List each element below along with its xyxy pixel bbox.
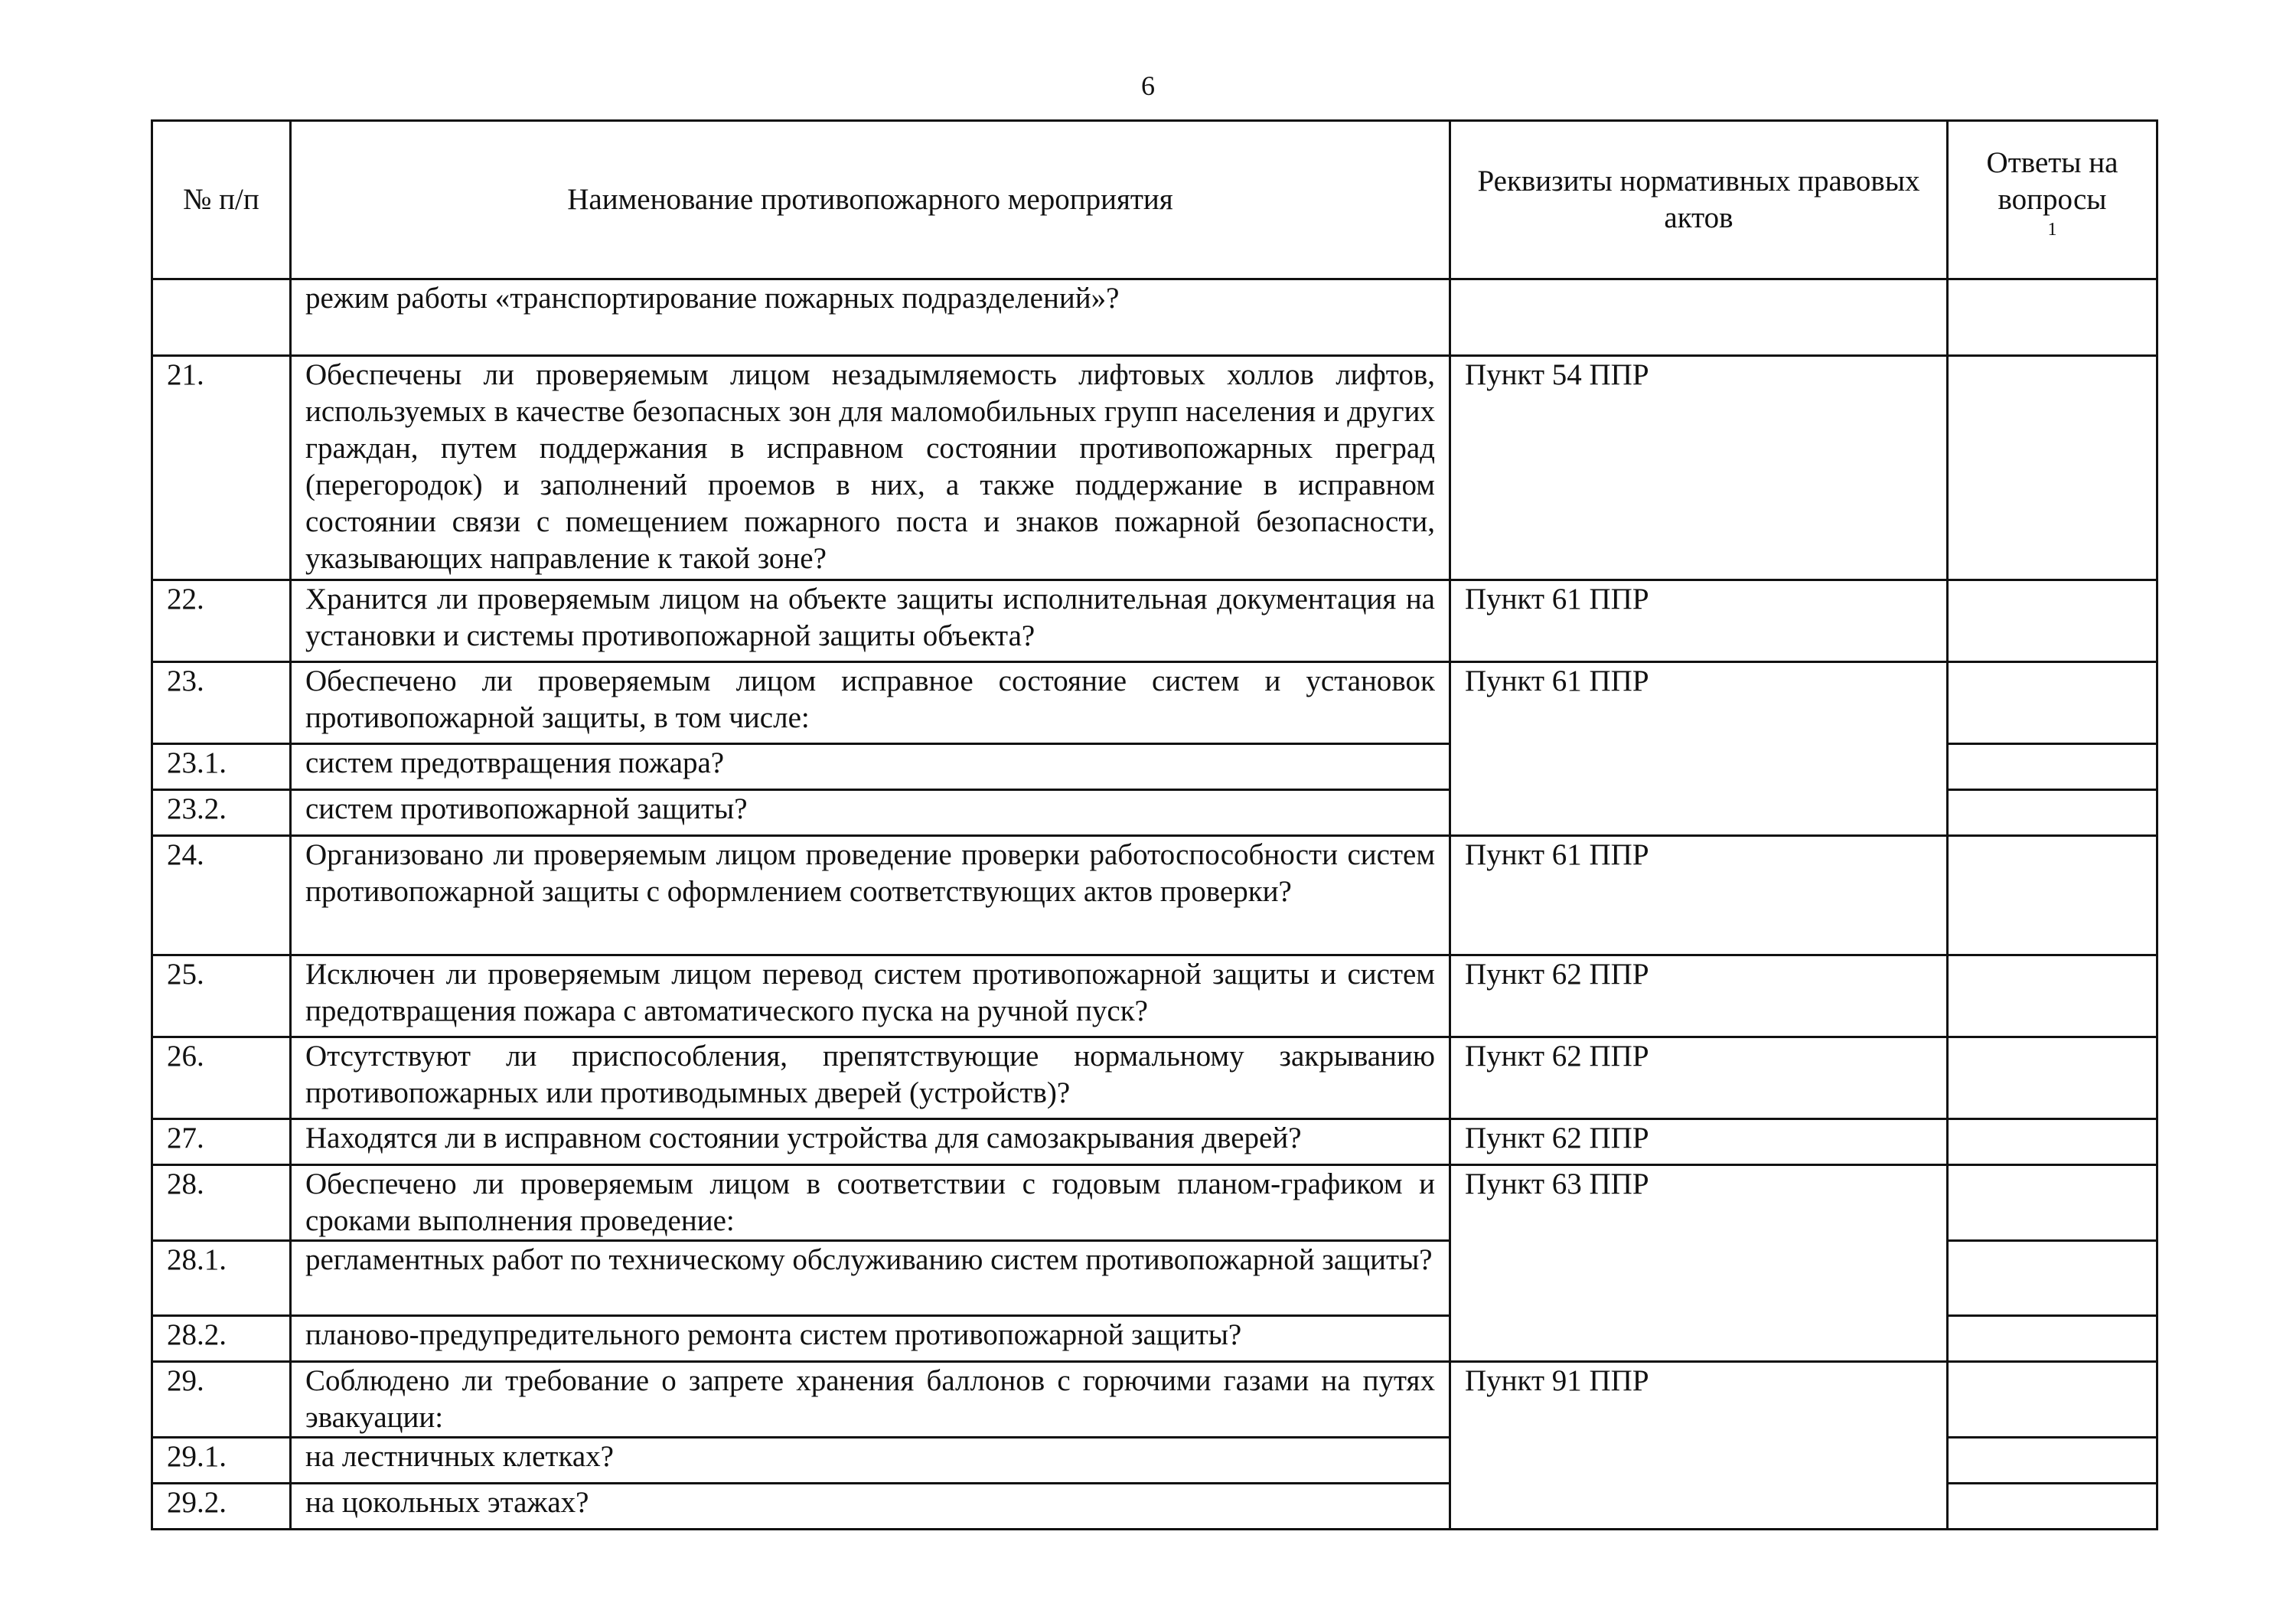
row-answer-cell[interactable]: [1948, 744, 2157, 790]
row-question: регламентных работ по техническому обслуживанию систем противопожарной защиты?: [291, 1241, 1450, 1316]
row-question: планово-предупредительного ремонта систем противопожарной защиты?: [291, 1316, 1450, 1362]
row-number: 24.: [152, 836, 291, 955]
row-number: 28.: [152, 1165, 291, 1241]
row-answer-cell[interactable]: [1948, 356, 2157, 580]
row-question: режим работы «транспортирование пожарных подразделений»?: [291, 279, 1450, 356]
row-question: Хранится ли проверяемым лицом на объекте защиты исполнительная документация на установки и системы противопожарной защиты объекта?: [291, 580, 1450, 662]
row-reference: Пункт 62 ППР: [1450, 1119, 1948, 1165]
row-number: 28.1.: [152, 1241, 291, 1316]
row-question: на лестничных клетках?: [291, 1438, 1450, 1484]
row-question: Соблюдено ли требование о запрете хранения баллонов с горючими газами на путях эвакуации:: [291, 1362, 1450, 1438]
header-refs: Реквизиты нормативных правовых актов: [1450, 121, 1948, 279]
row-question: Исключен ли проверяемым лицом перевод систем противопожарной защиты и систем предотвращения пожара с автоматического пуска на ручной пуск?: [291, 955, 1450, 1037]
row-reference: Пункт 61 ППР: [1450, 836, 1948, 955]
checklist-table: [151, 119, 2158, 1530]
row-answer-cell[interactable]: [1948, 662, 2157, 744]
row-answer-cell[interactable]: [1948, 279, 2157, 356]
table-header-row: [152, 121, 2157, 279]
row-number: 26.: [152, 1037, 291, 1119]
row-reference: Пункт 63 ППР: [1450, 1165, 1948, 1362]
row-question: Обеспечено ли проверяемым лицом исправное состояние систем и установок противопожарной защиты, в том числе:: [291, 662, 1450, 744]
row-number: 23.2.: [152, 790, 291, 836]
table-row: [152, 1037, 2157, 1119]
row-number: 23.1.: [152, 744, 291, 790]
row-answer-cell[interactable]: [1948, 1241, 2157, 1316]
row-number: 22.: [152, 580, 291, 662]
row-question: Находятся ли в исправном состоянии устройства для самозакрывания дверей?: [291, 1119, 1450, 1165]
header-name: Наименование противопожарного мероприятия: [291, 121, 1450, 279]
row-number: 23.: [152, 662, 291, 744]
row-reference: Пункт 62 ППР: [1450, 955, 1948, 1037]
row-answer-cell[interactable]: [1948, 1165, 2157, 1241]
table-row: [152, 1362, 2157, 1438]
row-number: 25.: [152, 955, 291, 1037]
row-answer-cell[interactable]: [1948, 580, 2157, 662]
row-reference: Пункт 61 ППР: [1450, 580, 1948, 662]
table-row: [152, 955, 2157, 1037]
row-answer-cell[interactable]: [1948, 1037, 2157, 1119]
page-number: 6: [1141, 70, 1155, 101]
row-question: систем противопожарной защиты?: [291, 790, 1450, 836]
row-answer-cell[interactable]: [1948, 836, 2157, 955]
row-number: 21.: [152, 356, 291, 580]
row-question: Отсутствуют ли приспособления, препятствующие нормальному закрыванию противопожарных или противодымных дверей (устройств)?: [291, 1037, 1450, 1119]
table-row: [152, 1119, 2157, 1165]
table-row: [152, 580, 2157, 662]
row-answer-cell[interactable]: [1948, 955, 2157, 1037]
row-question: Организовано ли проверяемым лицом проведение проверки работоспособности систем противопожарной защиты с оформлением соответствующих актов проверки?: [291, 836, 1450, 955]
row-question: Обеспечено ли проверяемым лицом в соответствии с годовым планом-графиком и сроками выполнения проведение:: [291, 1165, 1450, 1241]
row-answer-cell[interactable]: [1948, 1119, 2157, 1165]
footnote-marker: 1: [2047, 220, 2057, 240]
row-answer-cell[interactable]: [1948, 1362, 2157, 1438]
table-row: [152, 836, 2157, 955]
row-reference: Пункт 62 ППР: [1450, 1037, 1948, 1119]
row-number: 28.2.: [152, 1316, 291, 1362]
row-reference: Пункт 61 ППР: [1450, 662, 1948, 836]
row-number: 29.2.: [152, 1484, 291, 1530]
table-row: [152, 662, 2157, 744]
row-reference: Пункт 91 ППР: [1450, 1362, 1948, 1530]
row-reference: [1450, 279, 1948, 356]
table-row: [152, 1165, 2157, 1241]
header-num: № п/п: [152, 121, 291, 279]
row-question: на цокольных этажах?: [291, 1484, 1450, 1530]
table-row: [152, 356, 2157, 580]
row-answer-cell[interactable]: [1948, 1484, 2157, 1530]
header-answers: [1948, 121, 2157, 279]
row-answer-cell[interactable]: [1948, 790, 2157, 836]
row-number: 29.1.: [152, 1438, 291, 1484]
header-answers-label: Ответы на вопросы: [1986, 146, 2118, 216]
row-reference: Пункт 54 ППР: [1450, 356, 1948, 580]
row-answer-cell[interactable]: [1948, 1316, 2157, 1362]
row-number: 27.: [152, 1119, 291, 1165]
table-row: [152, 279, 2157, 356]
row-question: систем предотвращения пожара?: [291, 744, 1450, 790]
row-answer-cell[interactable]: [1948, 1438, 2157, 1484]
row-number: [152, 279, 291, 356]
row-question: Обеспечены ли проверяемым лицом незадымляемость лифтовых холлов лифтов, используемых в качестве безопасных зон для маломобильных групп населения и других граждан, путем поддержания в исправном состоянии противопожарных преград (перегородок) и заполнений проемов в них, а также поддержание в исправном состоянии связи с помещением пожарного поста и знаков пожарной безопасности, указывающих направление к такой зоне?: [291, 356, 1450, 580]
row-number: 29.: [152, 1362, 291, 1438]
